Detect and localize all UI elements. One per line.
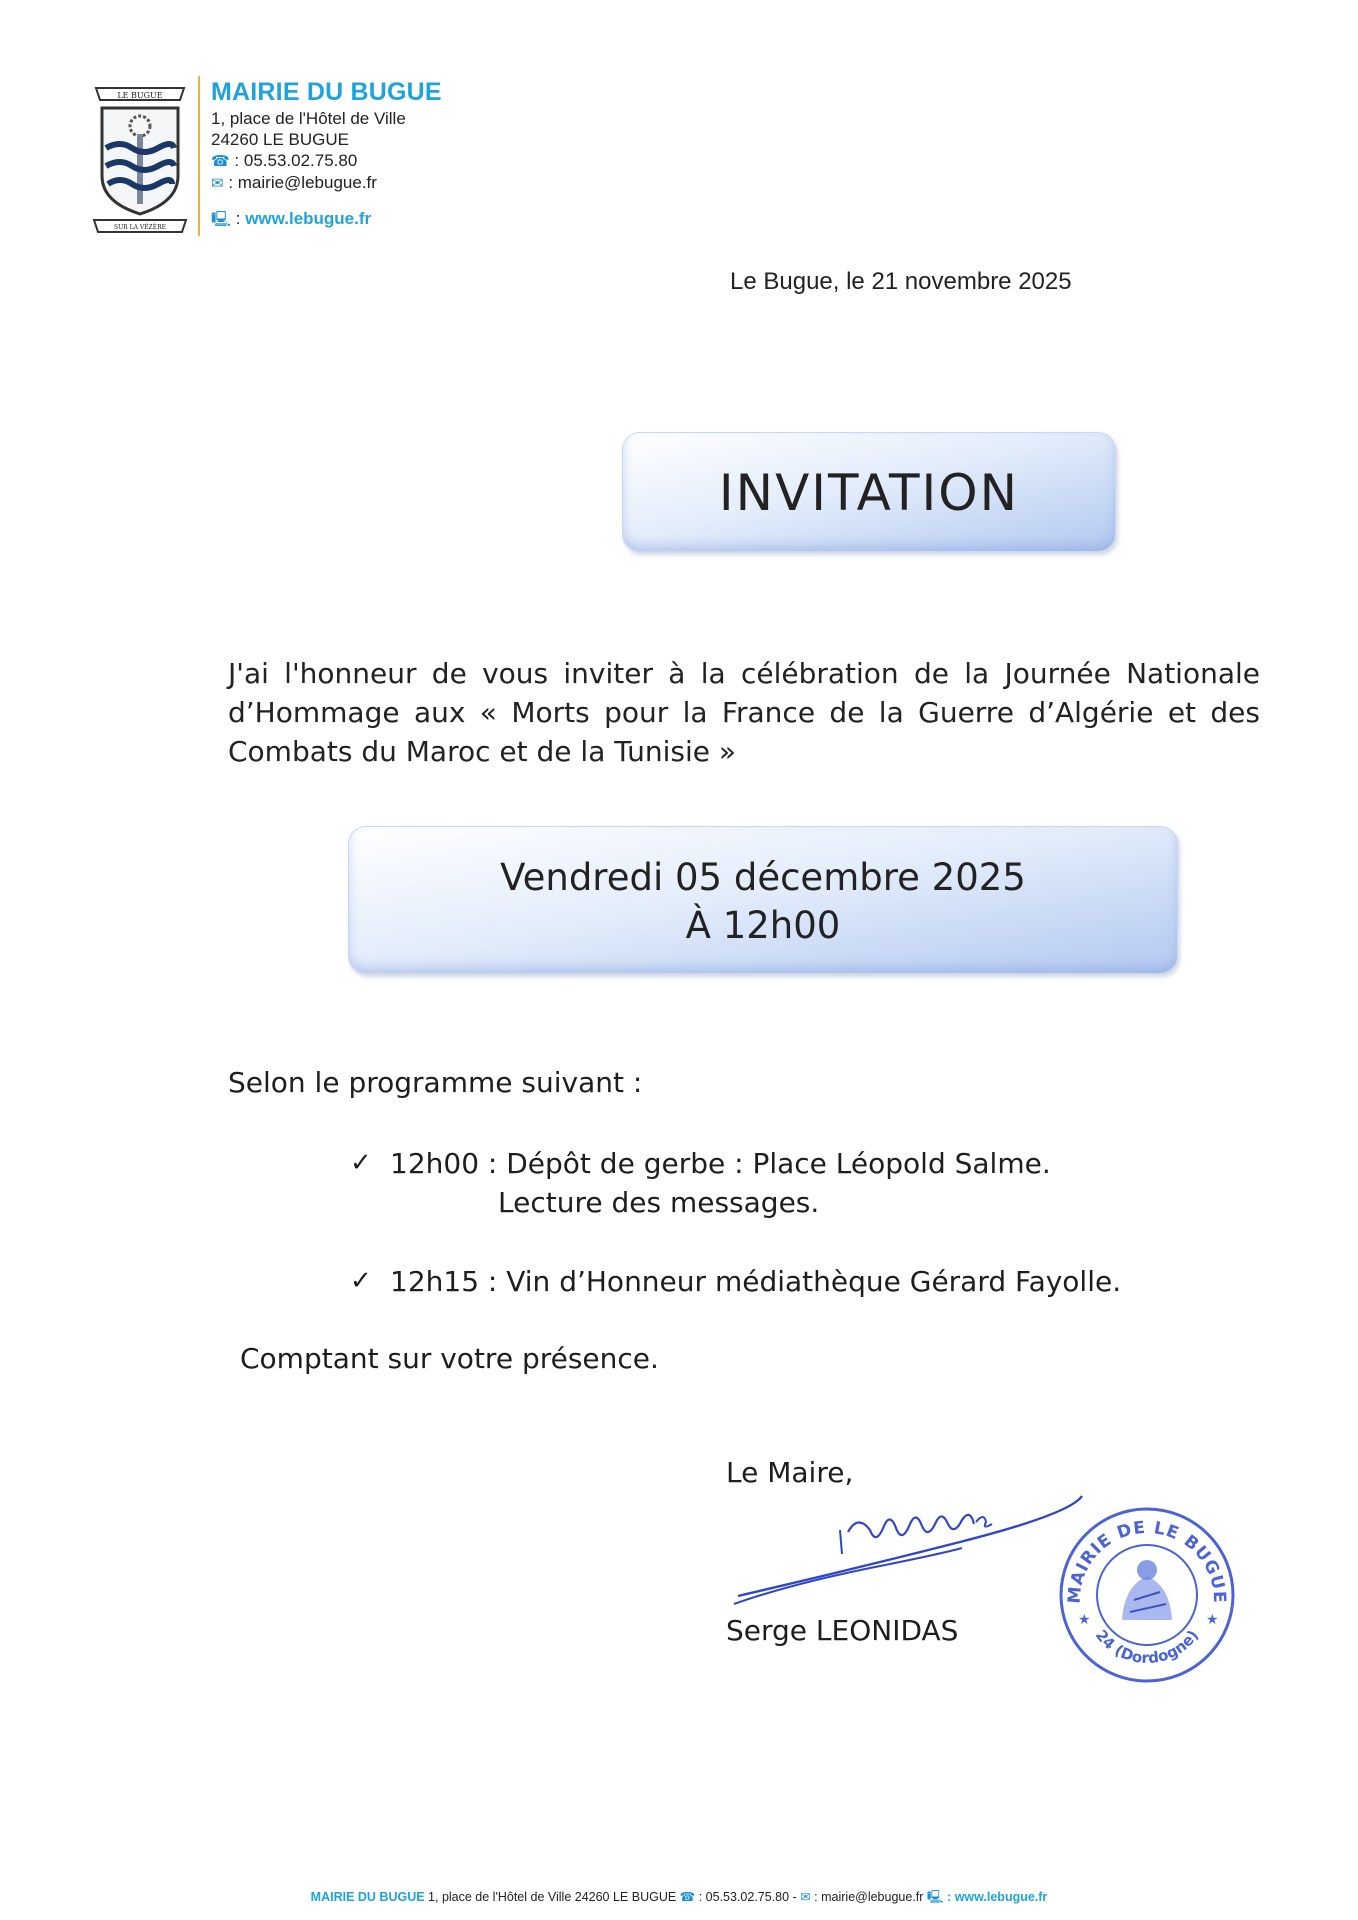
- envelope-icon: ✉: [211, 175, 224, 192]
- footer-address: 1, place de l'Hôtel de Ville 24260 LE BUGUE: [424, 1890, 680, 1904]
- header-divider: [198, 76, 200, 236]
- letterhead-website[interactable]: www.lebugue.fr: [245, 209, 372, 228]
- svg-text:★: ★: [1206, 1611, 1219, 1627]
- program-item-line: 12h15 : Vin d’Honneur médiathèque Gérard Fayolle.: [390, 1265, 1122, 1298]
- closing-line: Comptant sur votre présence.: [240, 1342, 659, 1375]
- event-time: À 12h00: [685, 904, 841, 947]
- computer-icon: 🖳: [211, 211, 232, 228]
- letterhead-email-row: ✉ : mairie@lebugue.fr: [211, 173, 377, 192]
- official-stamp-icon: [1052, 1500, 1242, 1690]
- footer-email[interactable]: : mairie@lebugue.fr: [810, 1890, 927, 1904]
- signatory-name: Serge LEONIDAS: [726, 1614, 959, 1647]
- svg-text:★: ★: [1078, 1611, 1091, 1627]
- letterhead-phone-row: ☎ : 05.53.02.75.80: [211, 151, 358, 170]
- crest-top-text: LE BUGUE: [117, 91, 163, 100]
- handwritten-signature: [730, 1484, 1090, 1614]
- page-title: INVITATION: [718, 464, 1020, 522]
- phone-icon: ☎: [679, 1890, 696, 1904]
- envelope-icon: ✉: [800, 1890, 811, 1904]
- event-date: Vendredi 05 décembre 2025: [500, 856, 1026, 899]
- seal-top-text: MAIRIE DE LE BUGUE: [1064, 1517, 1230, 1605]
- program-item: [350, 1144, 1051, 1222]
- program-item-line: 12h00 : Dépôt de gerbe : Place Léopold Salme.: [390, 1147, 1051, 1180]
- footer-phone: : 05.53.02.75.80 -: [695, 1890, 801, 1904]
- computer-icon: 🖳: [926, 1890, 944, 1904]
- event-date-box: [348, 826, 1178, 974]
- footer-website[interactable]: : www.lebugue.fr: [943, 1890, 1048, 1904]
- letter-date: Le Bugue, le 21 novembre 2025: [730, 268, 1072, 295]
- svg-text:24 (Dordogne): [1092, 1626, 1202, 1667]
- letterhead-address-2: 24260 LE BUGUE: [211, 130, 349, 149]
- check-icon: ✓: [350, 1266, 372, 1296]
- seal-bottom-text: 24 (Dordogne): [1091, 1626, 1203, 1668]
- invitation-intro: J'ai l'honneur de vous inviter à la célébration de la Journée Nationale d’Hommage aux « Morts pour la France de la Guerre d’Algérie et des Combats du Maroc et de la Tunisie »: [228, 657, 1260, 768]
- page-footer: [0, 1888, 1358, 1909]
- program-item-subline: Lecture des messages.: [498, 1186, 820, 1219]
- letterhead: [211, 76, 442, 230]
- invitation-title-box: [622, 432, 1116, 552]
- program-item: [350, 1262, 1122, 1301]
- letterhead-address-1: 1, place de l'Hôtel de Ville: [211, 109, 406, 128]
- crest-bottom-text: SUR LA VÉZÈRE: [114, 224, 166, 231]
- program-intro: Selon le programme suivant :: [228, 1066, 643, 1099]
- phone-icon: ☎: [211, 153, 230, 170]
- check-icon: ✓: [350, 1148, 372, 1178]
- letterhead-brand: MAIRIE DU BUGUE: [211, 78, 442, 106]
- letterhead-email[interactable]: mairie@lebugue.fr: [237, 173, 377, 192]
- letterhead-website-row: 🖳 : www.lebugue.fr: [211, 209, 372, 228]
- town-crest-icon: [92, 78, 188, 238]
- letterhead-phone: 05.53.02.75.80: [243, 151, 358, 170]
- signatory-title: Le Maire,: [726, 1456, 854, 1489]
- footer-brand: MAIRIE DU BUGUE: [310, 1890, 425, 1904]
